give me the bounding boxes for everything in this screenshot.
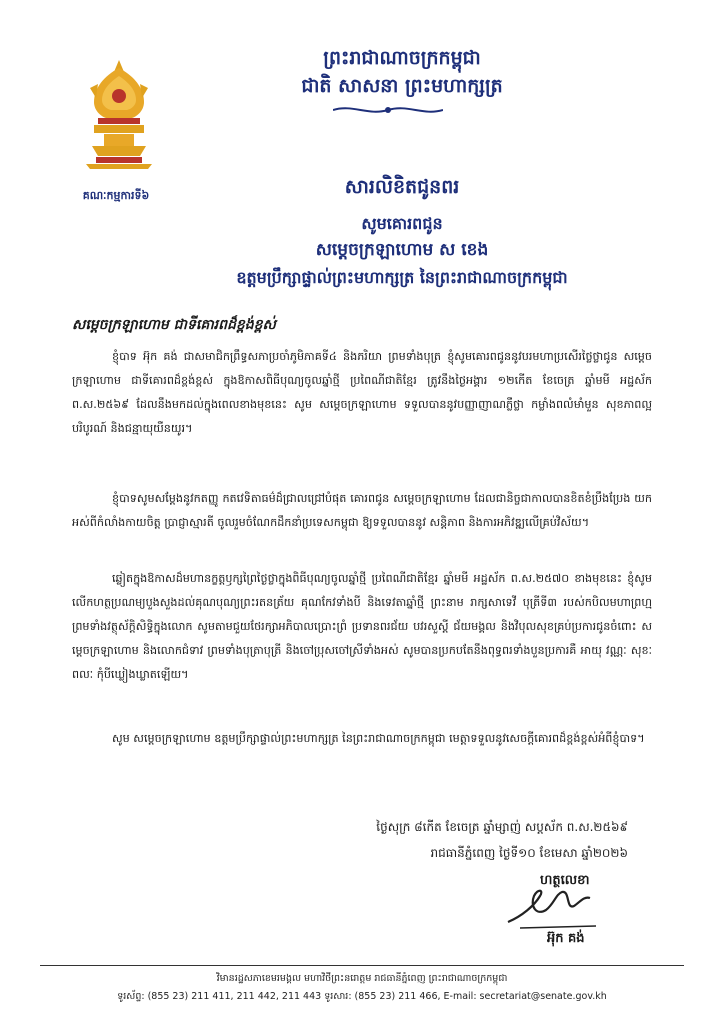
footer-contact: ទូរស័ព្ទ: (855 23) 211 411, 211 442, 211 443 ទូរសារ: (855 23) 211 466, E-mail: secretariat@senate.gov.kh [117,991,607,1002]
committee-label: គណៈកម្មការទី៦ [82,189,150,202]
lunar-date: ថ្ងៃសុក្រ ៨កើត ខែចេត្រ ឆ្នាំម្សាញ់ សប្តស័ក ព.ស.២៥៦៩ [376,820,628,834]
body-paragraph-3-text: ឆ្លៀតក្នុងឱកាសដ៏មហានក្ខត្តឫក្សព្រៃថ្ងៃថ្លាក្នុងពិធីបុណ្យចូលឆ្នាំថ្មី ប្រពៃណីជាតិខ្មែរ ឆ្នាំមមី អដ្ឋស័ក ព.ស.២៥៧០ ខាងមុខនេះ ខ្ញុំសូមលើកហត្ថប្រណម្យបួងសួងដល់គុណបុណ្យព្រះរតនត្រ័យ គុណកែវទាំងបី និងទេវតាឆ្នាំថ្មី ព្រះនាម រាក្សសាទេវី បុត្រីទី៣ របស់កបិលមហាព្រហ្ម ព្រមទាំងវត្ថុស័ក្តិសិទ្ធិក្នុងលោក សូមតាមជួយថែរក្សាអភិបាលប្រោះព្រំ ប្រទានពរជ័យ បវរសួស្តី ជ័យមង្គល និងវិបុលសុខគ្រប់ប្រការជូនចំពោះ សម្តេចក្រឡាហោម និងលោកជំទាវ ព្រមទាំងបុត្រាបុត្រី និងចៅប្រុសចៅស្រីទាំងអស់ សូមបានប្រកបតែនឹងពុទ្ធពរទាំងបួនប្រការគឺ អាយុ វណ្ណៈ សុខៈ ពលៈ កុំបីឃ្លៀងឃ្លាតឡើយ។ [72,572,652,681]
body-paragraph-1-text: ខ្ញុំបាទ អ៊ុក គង់ ជាសមាជិកព្រឹទ្ធសភាប្រចាំភូមិភាគទី៤ និងភរិយា ព្រមទាំងបុត្រ ខ្ញុំសូមគោរពជូននូវបរមហាប្រសើរថ្លៃថ្លាជូន សម្តេចក្រឡាហោម ជាទីគោរពដ៏ខ្ពង់ខ្ពស់ ក្នុងឱកាសពិធីបុណ្យចូលឆ្នាំថ្មី ប្រពៃណីជាតិខ្មែរ ត្រូវនឹងថ្ងៃអង្គារ ១២កើត ខែចេត្រ ឆ្នាំមមី អដ្ឋស័ក ព.ស.២៥៦៩ ដែលនឹងមកដល់ក្នុងពេលខាងមុខនេះ សូម សម្តេចក្រឡាហោម ទទួលបាននូវបញ្ញាញាណភ្លឺថ្លា កម្លាំងពលំមាំមួន សុខភាពល្អបរិបូរណ៍ និងជន្មាយុយឺនយូរ។ [72,350,652,435]
kingdom-heading: ព្រះរាជាណាចក្រកម្ពុជា [323,47,481,69]
solar-date: រាជធានីភ្នំពេញ ថ្ងៃទី១០ ខែមេសា ឆ្នាំ២០២៦ [430,846,628,860]
body-paragraph-1 [72,345,652,441]
body-paragraph-4-text: សូម សម្តេចក្រឡាហោម ឧត្តមប្រឹក្សាផ្ទាល់ព្រះមហាក្សត្រ នៃព្រះរាជាណាចក្រកម្ពុជា មេត្តាទទួលនូវសេចក្តីគោរពដ៏ខ្ពង់ខ្ពស់អំពីខ្ញុំបាទ។ [112,732,645,745]
recipient-title: ឧត្តមប្រឹក្សាផ្ទាល់ព្រះមហាក្សត្រ នៃព្រះរាជាណាចក្រកម្ពុជា [236,268,568,287]
recipient-name: សម្តេចក្រឡាហោម ស ខេង [315,240,489,260]
ornament-divider-icon [333,104,443,116]
letter-type-heading: សារលិខិតជូនពរ [344,176,460,198]
salutation: សម្តេចក្រឡាហោម ជាទីគោរពដ៏ខ្ពង់ខ្ពស់ [72,317,276,333]
signer-name: អ៊ុក គង់ [547,931,585,946]
signature-title: ហត្ថលេខា [540,873,590,888]
footer-divider [40,965,684,966]
motto-heading: ជាតិ សាសនា ព្រះមហាក្សត្រ [301,75,503,97]
handwritten-signature-icon [500,876,600,938]
respect-line: សូមគោរពជូន [361,214,443,233]
body-paragraph-2 [72,487,652,535]
footer-address: វិមានរដ្ឋសភាខេមរមង្គល មហាវិថីព្រះនរោត្តម រាជធានីភ្នំពេញ ព្រះរាជាណាចក្រកម្ពុជា [216,973,508,984]
body-paragraph-3 [72,567,652,687]
body-paragraph-2-text: ខ្ញុំបាទសូមសម្តែងនូវកតញ្ញូ កតវេទិតាធម៌ដ៏ជ្រាលជ្រៅបំផុត គោរពជូន សម្តេចក្រឡាហោម ដែលជានិច្ចជាកាលបានខិតខំប្រឹងប្រែង យកអស់ពីកំលាំងកាយចិត្ត ប្រាជ្ញាស្មារតី ចូលរួមចំណែកដឹកនាំប្រទេសកម្ពុជា ឱ្យទទួលបាននូវ សន្តិភាព និងការអភិវឌ្ឍលើគ្រប់វិស័យ។ [72,492,652,529]
body-paragraph-4 [72,727,652,751]
